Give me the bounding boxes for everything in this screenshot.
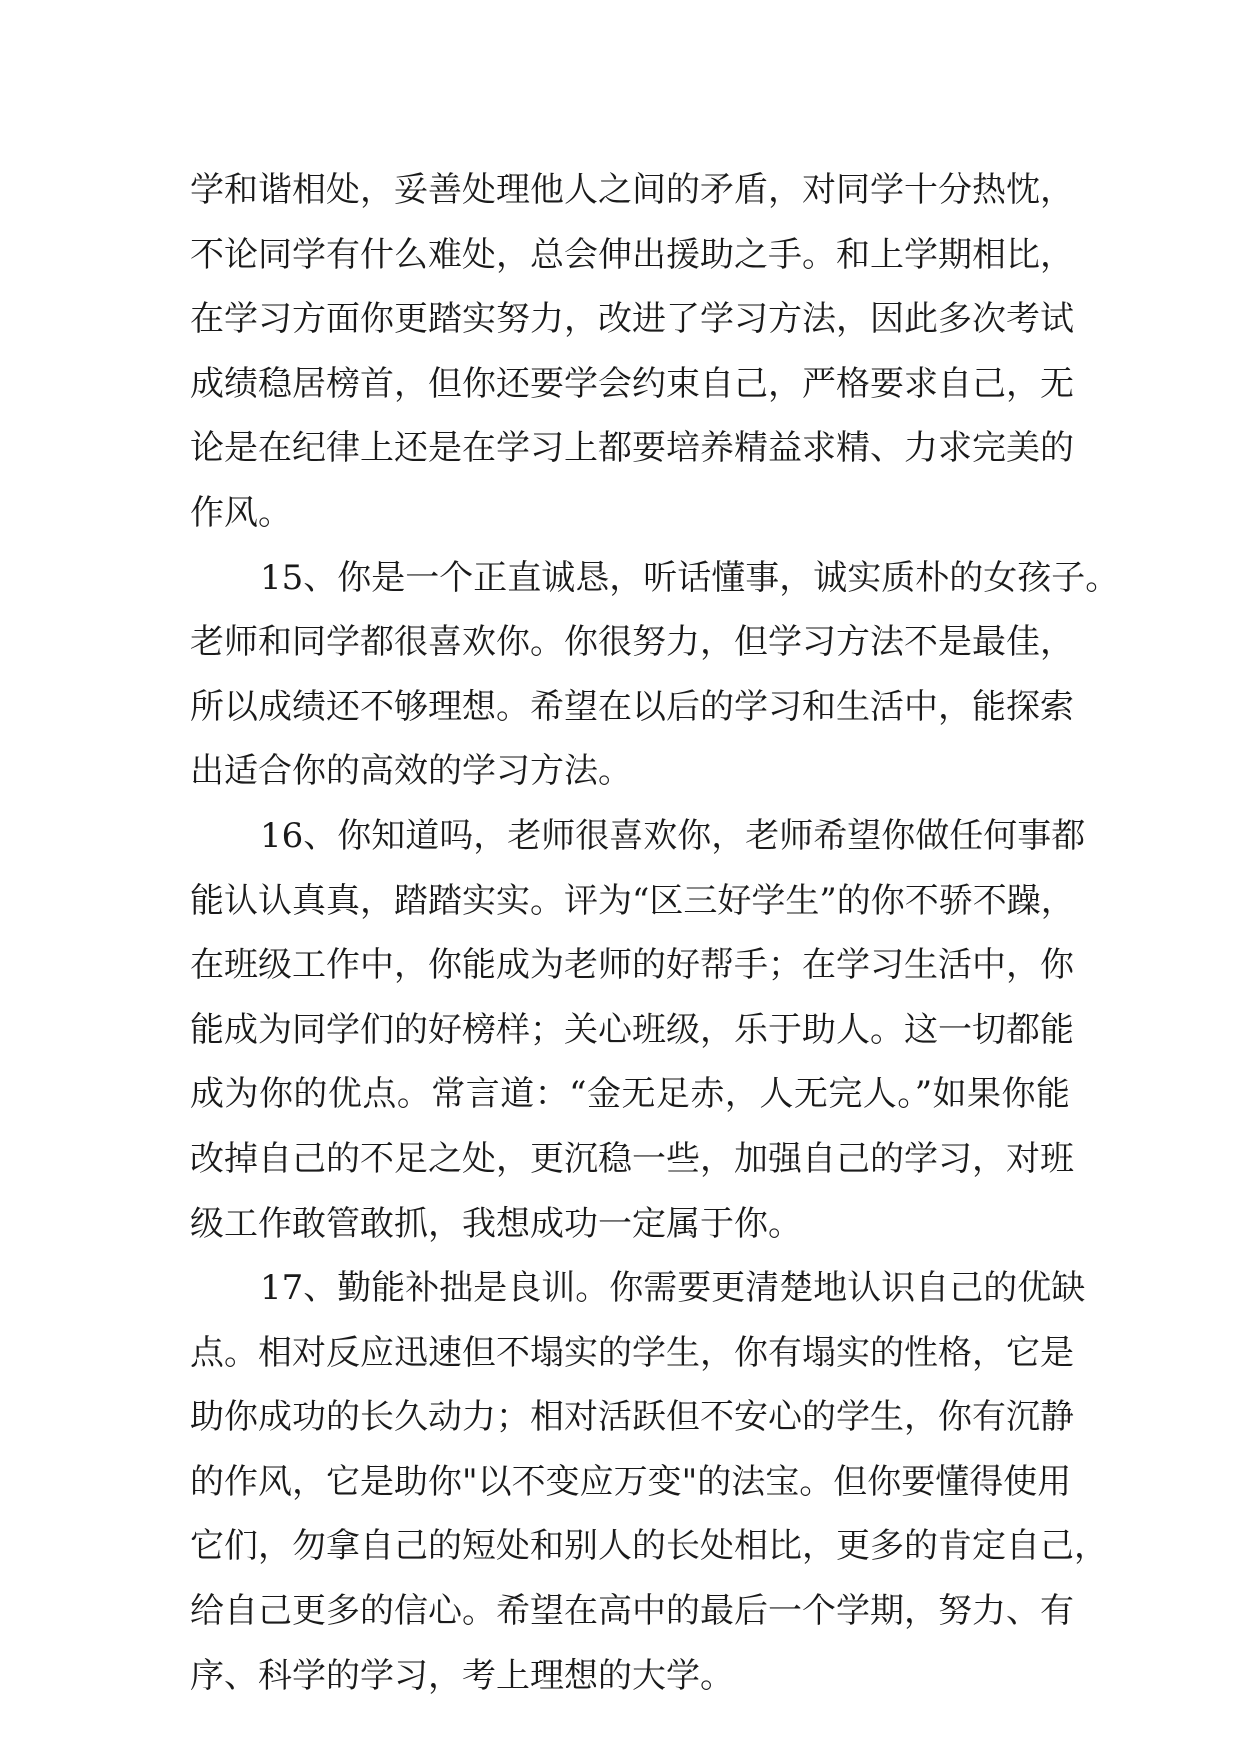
text-line: 改掉自己的不足之处，更沉稳一些，加强自己的学习，对班 bbox=[190, 1138, 1074, 1179]
text-line: 成绩稳居榜首，但你还要学会约束自己，严格要求自己，无 bbox=[190, 363, 1074, 404]
paragraph-item-16 bbox=[190, 804, 1086, 1256]
text-line: 所以成绩还不够理想。希望在以后的学习和生活中，能探索 bbox=[190, 686, 1074, 727]
paragraph-item-15 bbox=[190, 546, 1120, 804]
paragraph-item-17 bbox=[190, 1256, 1108, 1708]
text-line: 17、勤能补拙是良训。你需要更清楚地认识自己的优缺 bbox=[260, 1268, 1086, 1309]
text-line: 它们，勿拿自己的短处和别人的长处相比，更多的肯定自己， bbox=[190, 1526, 1108, 1567]
text-line: 在班级工作中，你能成为老师的好帮手；在学习生活中，你 bbox=[190, 945, 1074, 986]
text-line: 出适合你的高效的学习方法。 bbox=[190, 751, 632, 792]
text-line: 学和谐相处，妥善处理他人之间的矛盾，对同学十分热忱， bbox=[190, 170, 1074, 210]
text-line: 15、你是一个正直诚恳，听话懂事，诚实质朴的女孩子。 bbox=[260, 557, 1120, 598]
text-line: 作风。 bbox=[190, 492, 292, 533]
text-line: 老师和同学都很喜欢你。你很努力，但学习方法不是最佳， bbox=[190, 622, 1074, 663]
text-line: 序、科学的学习，考上理想的大学。 bbox=[190, 1655, 734, 1696]
paragraph-continuation bbox=[190, 158, 1074, 546]
document-body bbox=[190, 158, 1120, 1708]
text-line: 给自己更多的信心。希望在高中的最后一个学期，努力、有 bbox=[190, 1591, 1074, 1632]
text-line: 在学习方面你更踏实努力，改进了学习方法，因此多次考试 bbox=[190, 299, 1074, 340]
text-line: 能成为同学们的好榜样；关心班级，乐于助人。这一切都能 bbox=[190, 1009, 1074, 1050]
text-line: 级工作敢管敢抓，我想成功一定属于你。 bbox=[190, 1203, 802, 1244]
text-line: 助你成功的长久动力；相对活跃但不安心的学生，你有沉静 bbox=[190, 1397, 1074, 1438]
text-line: 不论同学有什么难处，总会伸出援助之手。和上学期相比， bbox=[190, 234, 1074, 275]
text-line: 点。相对反应迅速但不塌实的学生，你有塌实的性格，它是 bbox=[190, 1332, 1074, 1373]
text-line: 论是在纪律上还是在学习上都要培养精益求精、力求完美的 bbox=[190, 428, 1074, 469]
text-line: 的作风，它是助你"以不变应万变"的法宝。但你要懂得使用 bbox=[190, 1461, 1072, 1502]
text-line: 成为你的优点。常言道：“金无足赤，人无完人。”如果你能 bbox=[190, 1074, 1070, 1115]
text-line: 能认认真真，踏踏实实。评为“区三好学生”的你不骄不躁， bbox=[190, 880, 1075, 921]
text-line: 16、你知道吗，老师很喜欢你，老师希望你做任何事都 bbox=[260, 815, 1086, 856]
